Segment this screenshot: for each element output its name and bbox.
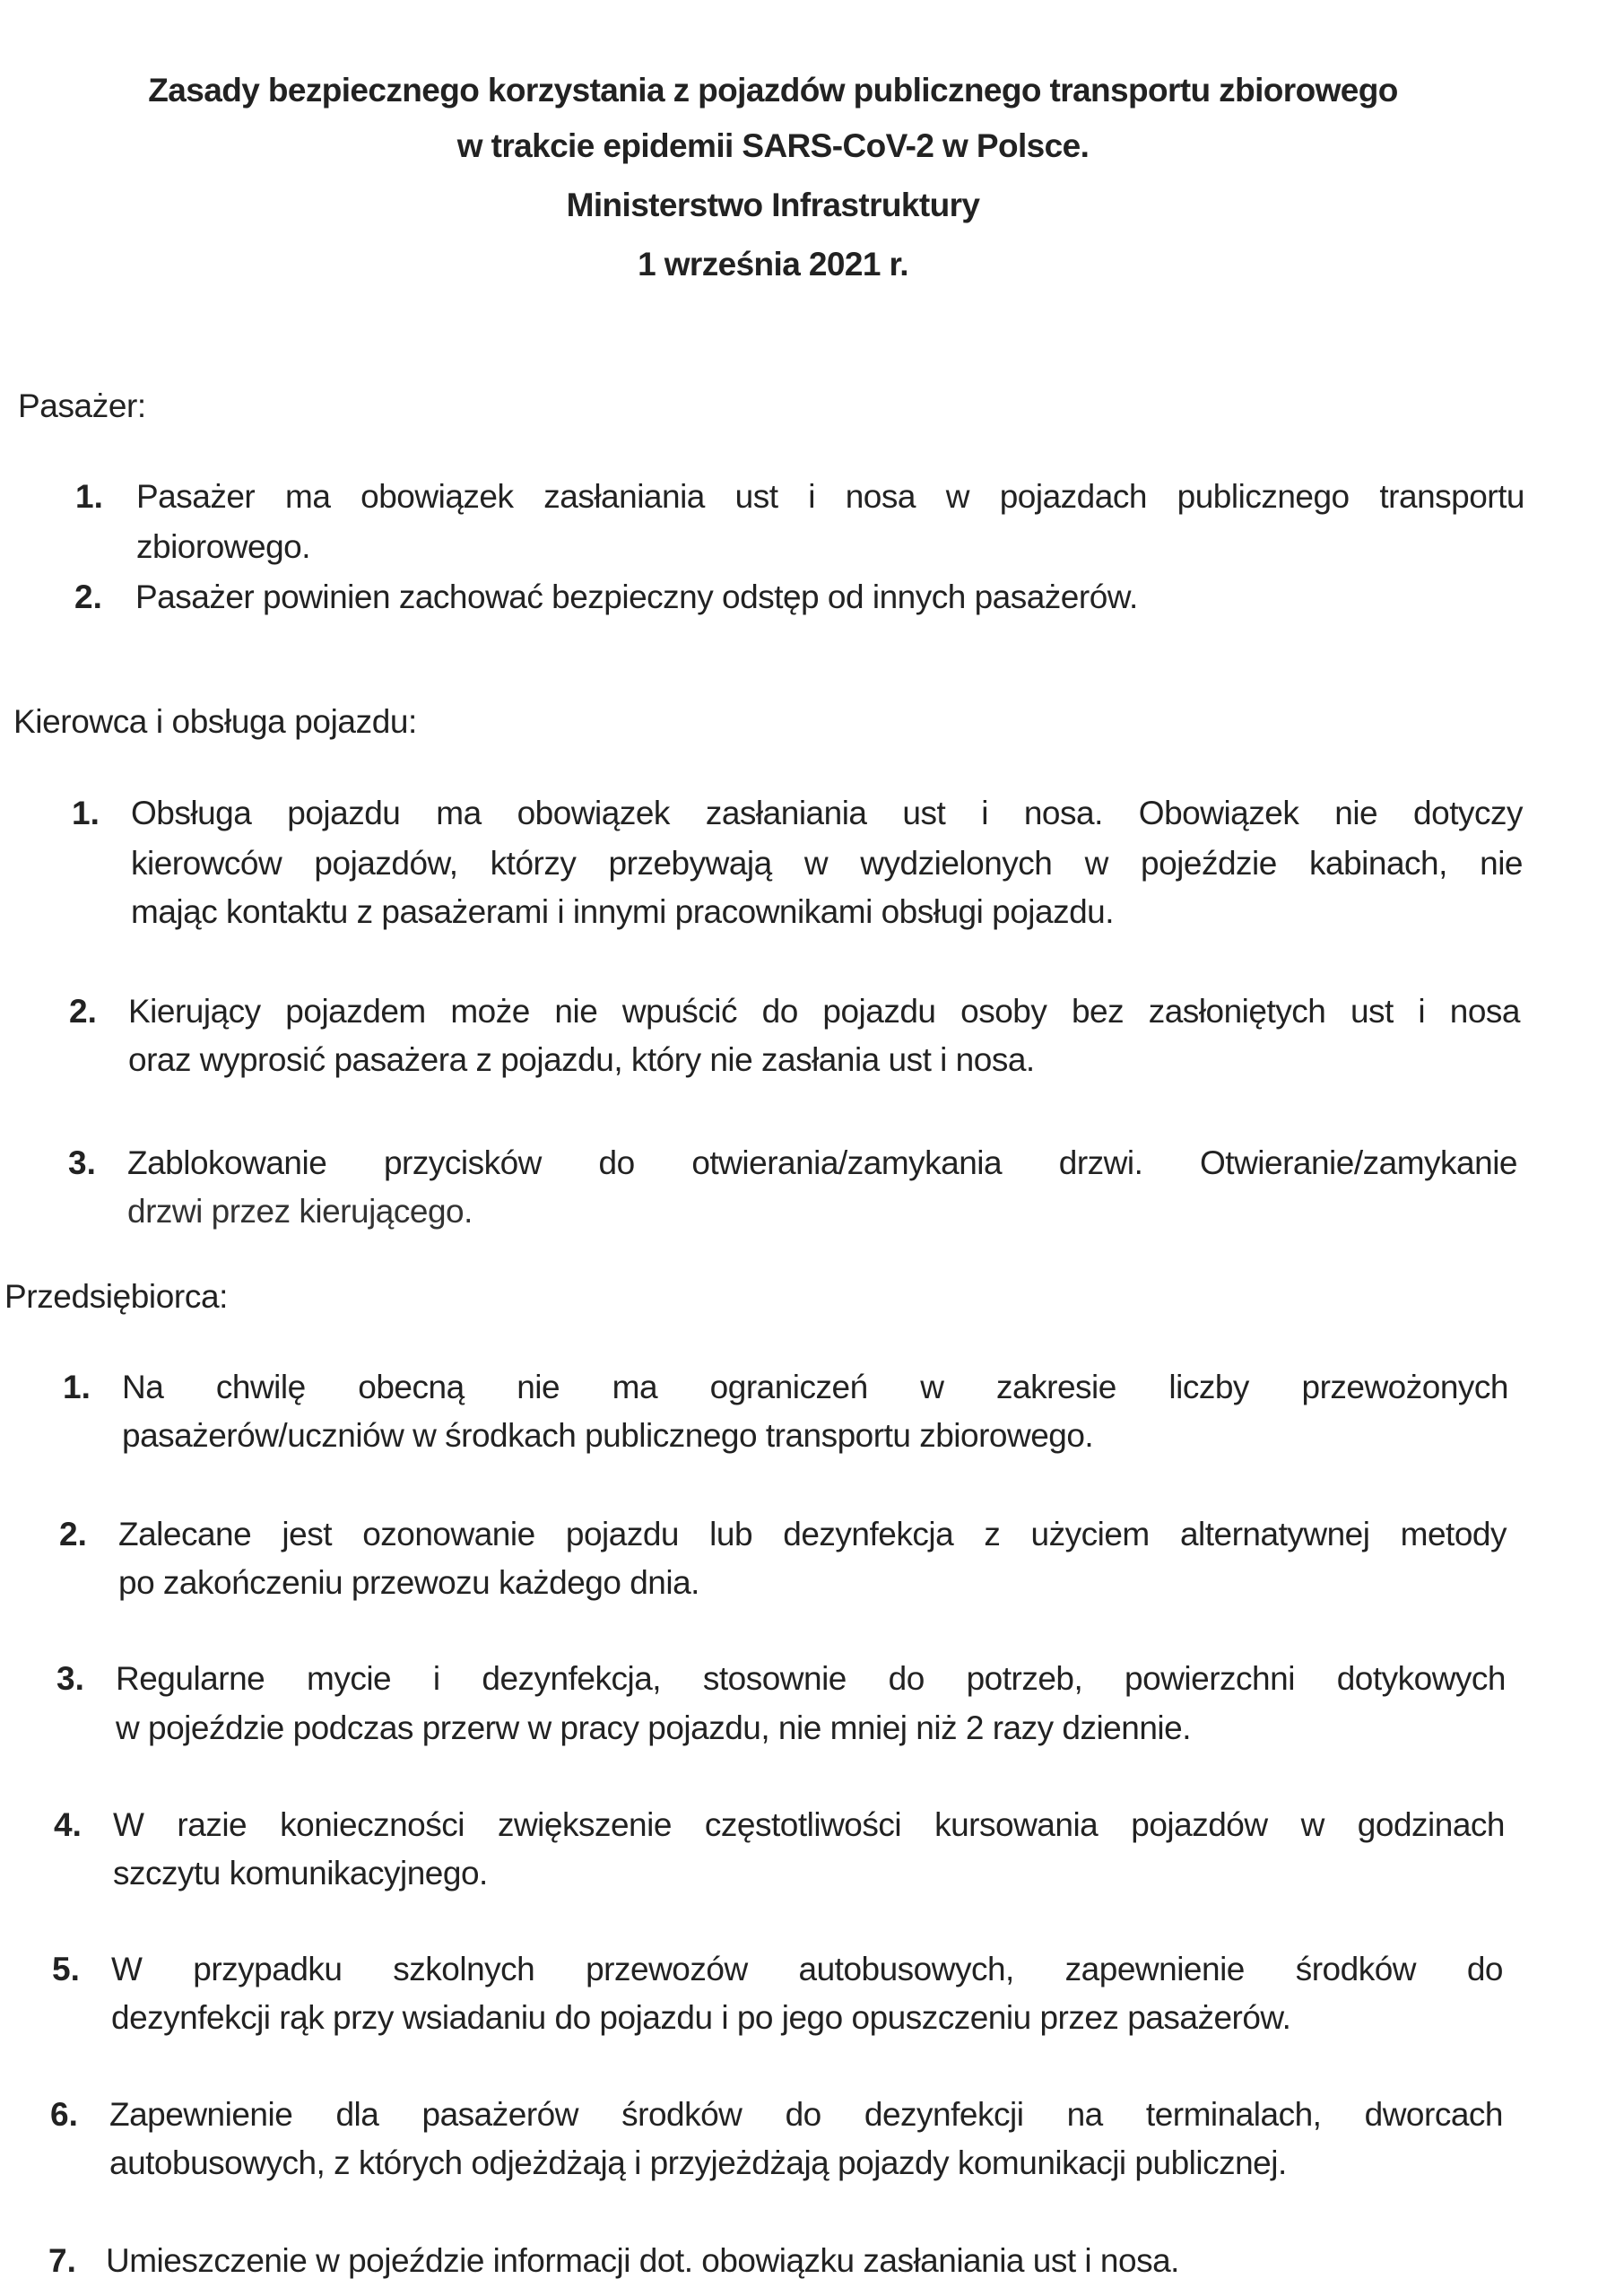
- list-item-text-line: W razie konieczności zwiększenie częstotliwości kursowania pojazdów w godzinach: [113, 1806, 1505, 1843]
- list-item-text-line: Zapewnienie dla pasażerów środków do dezynfekcji na terminalach, dworcach: [109, 2096, 1503, 2133]
- list-item-text-line: Zablokowanie przycisków do otwierania/zamykania drzwi. Otwieranie/zamykanie: [127, 1144, 1517, 1181]
- list-item-text-line: Regularne mycie i dezynfekcja, stosownie do potrzeb, powierzchni dotykowych: [116, 1660, 1506, 1697]
- list-item-text-line: Umieszczenie w pojeździe informacji dot. obowiązku zasłaniania ust i nosa.: [106, 2242, 1179, 2279]
- list-item-number: 2.: [74, 578, 102, 615]
- list-item-text-line: szczytu komunikacyjnego.: [113, 1855, 488, 1892]
- list-item-number: 4.: [54, 1806, 82, 1843]
- list-item-text-line: Kierujący pojazdem może nie wpuścić do pojazdu osoby bez zasłoniętych ust i nosa: [128, 993, 1520, 1030]
- list-item-text-line: W przypadku szkolnych przewozów autobusowych, zapewnienie środków do: [111, 1951, 1503, 1987]
- section-heading-driver: Kierowca i obsługa pojazdu:: [13, 703, 417, 740]
- list-item-text-line: oraz wyprosić pasażera z pojazdu, który nie zasłania ust i nosa.: [128, 1041, 1035, 1078]
- list-item-text-line: Obsługa pojazdu ma obowiązek zasłaniania ust i nosa. Obowiązek nie dotyczy: [131, 795, 1523, 831]
- list-item-text-line: kierowców pojazdów, którzy przebywają w wydzielonych w pojeździe kabinach, nie: [131, 845, 1523, 882]
- document-title-line-2: w trakcie epidemii SARS-CoV-2 w Polsce.: [456, 127, 1090, 164]
- list-item-text-line: autobusowych, z których odjeżdżają i przyjeżdżają pojazdy komunikacji publicznej.: [109, 2144, 1287, 2181]
- list-item-number: 2.: [69, 993, 97, 1030]
- list-item-number: 3.: [68, 1144, 96, 1181]
- list-item-number: 3.: [56, 1660, 84, 1697]
- list-item-number: 2.: [59, 1516, 87, 1552]
- list-item-text-line: Zalecane jest ozonowanie pojazdu lub dezynfekcja z użyciem alternatywnej metody: [118, 1516, 1507, 1552]
- list-item-number: 6.: [50, 2096, 78, 2133]
- list-item-text-line: pasażerów/uczniów w środkach publicznego transportu zbiorowego.: [122, 1417, 1094, 1454]
- section-heading-passenger: Pasażer:: [18, 387, 146, 424]
- list-item-text-line: Pasażer ma obowiązek zasłaniania ust i nosa w pojazdach publicznego transportu: [136, 478, 1524, 515]
- list-item-text-line: po zakończeniu przewozu każdego dnia.: [118, 1564, 699, 1601]
- list-item-text-line: zbiorowego.: [136, 528, 311, 565]
- list-item-text-line: Pasażer powinien zachować bezpieczny odstęp od innych pasażerów.: [135, 578, 1138, 615]
- section-heading-operator: Przedsiębiorca:: [4, 1278, 229, 1315]
- list-item-number: 1.: [75, 478, 103, 515]
- list-item-number: 5.: [52, 1951, 80, 1987]
- document-author: Ministerstwo Infrastruktury: [566, 187, 980, 223]
- list-item-number: 7.: [48, 2242, 76, 2279]
- list-item-text-line: mając kontaktu z pasażerami i innymi pracownikami obsługi pojazdu.: [131, 893, 1115, 930]
- list-item-text-line: Na chwilę obecną nie ma ograniczeń w zakresie liczby przewożonych: [122, 1369, 1508, 1405]
- list-item-number: 1.: [72, 795, 100, 831]
- list-item-text-line: drzwi przez kierującego.: [127, 1193, 473, 1230]
- list-item-text-line: dezynfekcji rąk przy wsiadaniu do pojazdu i po jego opuszczeniu przez pasażerów.: [111, 1999, 1291, 2036]
- list-item-text-line: w pojeździe podczas przerw w pracy pojazdu, nie mniej niż 2 razy dziennie.: [116, 1709, 1191, 1746]
- document-title-line-1: Zasady bezpiecznego korzystania z pojazdów publicznego transportu zbiorowego: [148, 72, 1398, 109]
- list-item-number: 1.: [63, 1369, 91, 1405]
- document-date: 1 września 2021 r.: [638, 246, 908, 283]
